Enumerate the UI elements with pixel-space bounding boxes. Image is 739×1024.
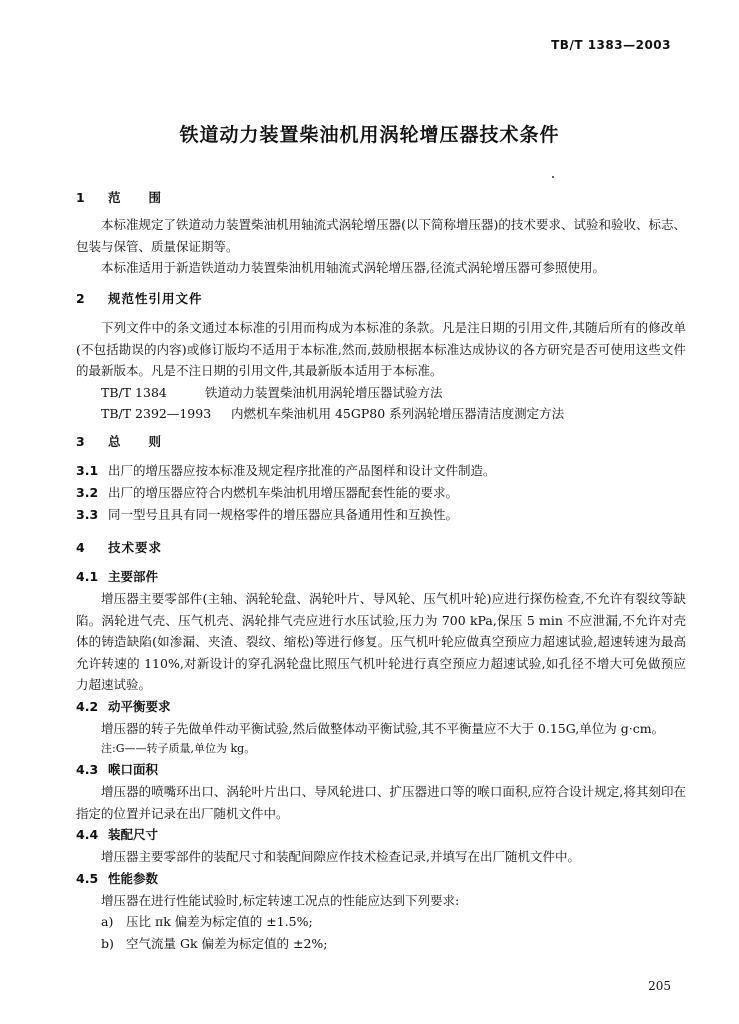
clause-number: 4.2 — [76, 698, 99, 714]
clause-title: 动平衡要求 — [108, 698, 171, 714]
subclause-heading — [76, 824, 686, 846]
standard-number: TB/T 1383—2003 — [551, 38, 671, 52]
subclause-heading — [76, 696, 686, 718]
note: 注:G——转子质量,单位为 kg。 — [101, 742, 256, 755]
section-title: 技术要求 — [108, 540, 163, 555]
reference-title: 铁道动力装置柴油机用涡轮增压器试验方法 — [204, 384, 443, 400]
section-heading — [76, 188, 686, 208]
clause-number: 3.1 — [76, 463, 99, 478]
section-3 — [76, 432, 686, 526]
subclause-heading — [76, 759, 686, 781]
section-number: 4 — [76, 540, 85, 555]
paragraph: 本标准适用于新造铁道动力装置柴油机用轴流式涡轮增压器,径流式涡轮增压器可参照使用。 — [101, 260, 605, 275]
paragraph: 增压器在进行性能试验时,标定转速工况点的性能应达到下列要求: — [101, 892, 460, 908]
clause-title: 装配尺寸 — [108, 827, 159, 842]
clause-number: 4.3 — [76, 762, 99, 777]
page-number: 205 — [648, 979, 671, 993]
document-title: 铁道动力装置柴油机用涡轮增压器技术条件 — [179, 124, 560, 146]
clause-number: 4.5 — [76, 870, 99, 886]
list-item-text: 空气流量 Gk 偏差为标定值的 ±2%; — [126, 936, 328, 951]
clause-title: 主要部件 — [108, 569, 159, 584]
reference-code: TB/T 1384 — [101, 384, 167, 400]
subclause-heading — [76, 868, 686, 890]
section-4 — [76, 538, 686, 955]
clause-title: 喉口面积 — [108, 762, 159, 777]
paragraph: 本标准规定了铁道动力装置柴油机用轴流式涡轮增压器(以下简称增压器)的技术要求、试验和验收、标志、包装与保管、质量保证期等。 — [76, 217, 686, 254]
scan-dot — [552, 176, 554, 178]
list-item-label: a) — [101, 914, 114, 929]
section-heading — [76, 538, 686, 558]
list-item — [76, 911, 686, 933]
paragraph: 增压器的喷嘴环出口、涡轮叶片出口、导风轮进口、扩压器进口等的喉口面积,应符合设计规定,将其刻印在指定的位置并记录在出厂随机文件中。 — [76, 784, 686, 821]
paragraph: 下列文件中的条文通过本标准的引用而构成为本标准的条款。凡是注日期的引用文件,其随后所有的修改单(不包括勘误的内容)或修订版均不适用于本标准,然而,鼓励根据本标准达成协议的各方研究是否可使用这些文件的最新版本。凡是不注日期的引用文件,其最新版本适用于本标准。 — [76, 320, 686, 378]
section-title: 总 则 — [108, 434, 163, 449]
clause-text: 出厂的增压器应符合内燃机车柴油机用增压器配套性能的要求。 — [108, 485, 459, 500]
paragraph: 增压器的转子先做单件动平衡试验,然后做整体动平衡试验,其不平衡量应不大于 0.15G,单位为 g·cm。 — [101, 720, 665, 736]
paragraph: 增压器主要零部件(主轴、涡轮轮盘、涡轮叶片、导风轮、压气机叶轮)应进行探伤检查,不允许有裂纹等缺陷。涡轮进气壳、压气机壳、涡轮排气壳应进行水压试验,压力为 700 kPa,保压 5 min 不应泄漏,不允许对壳体的铸造缺陷(如渗漏、夹渣、裂纹、缩松)等进行修复。压气机叶轮应做真空预应力超速试验,超速转速为最高允许转速的 110%,对新设计的穿孔涡轮盘比照压气机叶轮进行真空预应力超速试验,如孔径不增大可免做预应力超速试验。 — [76, 591, 686, 692]
section-heading — [76, 432, 686, 452]
reference-code: TB/T 2392—1993 — [101, 406, 212, 421]
clause-number: 3.2 — [76, 485, 99, 500]
clause-number: 4.1 — [76, 569, 99, 584]
section-number: 3 — [76, 434, 85, 449]
clause-text: 同一型号且具有同一规格零件的增压器应具备通用性和互换性。 — [108, 507, 459, 522]
section-1 — [76, 188, 686, 279]
clause-text: 出厂的增压器应按本标准及规定程序批准的产品图样和设计文件制造。 — [108, 463, 496, 478]
reference-title: 内燃机车柴油机用 45GP80 系列涡轮增压器清洁度测定方法 — [230, 406, 565, 421]
subclause-heading — [76, 566, 686, 588]
list-item — [76, 933, 686, 955]
section-title: 范 围 — [108, 190, 163, 205]
normative-reference — [76, 382, 686, 404]
section-heading — [76, 289, 686, 309]
section-2 — [76, 289, 686, 425]
section-number: 2 — [76, 291, 85, 306]
clause-number: 3.3 — [76, 507, 99, 522]
clause-number: 4.4 — [76, 827, 99, 842]
section-number: 1 — [76, 190, 85, 205]
clause — [76, 460, 686, 482]
paragraph: 增压器主要零部件的装配尺寸和装配间隙应作技术检查记录,并填写在出厂随机文件中。 — [101, 849, 580, 864]
clause-title: 性能参数 — [108, 870, 159, 886]
list-item-text: 压比 πk 偏差为标定值的 ±1.5%; — [126, 914, 313, 929]
clause — [76, 482, 686, 504]
normative-reference — [76, 403, 686, 425]
list-item-label: b) — [101, 936, 114, 951]
clause — [76, 504, 686, 526]
section-title: 规范性引用文件 — [108, 291, 203, 306]
